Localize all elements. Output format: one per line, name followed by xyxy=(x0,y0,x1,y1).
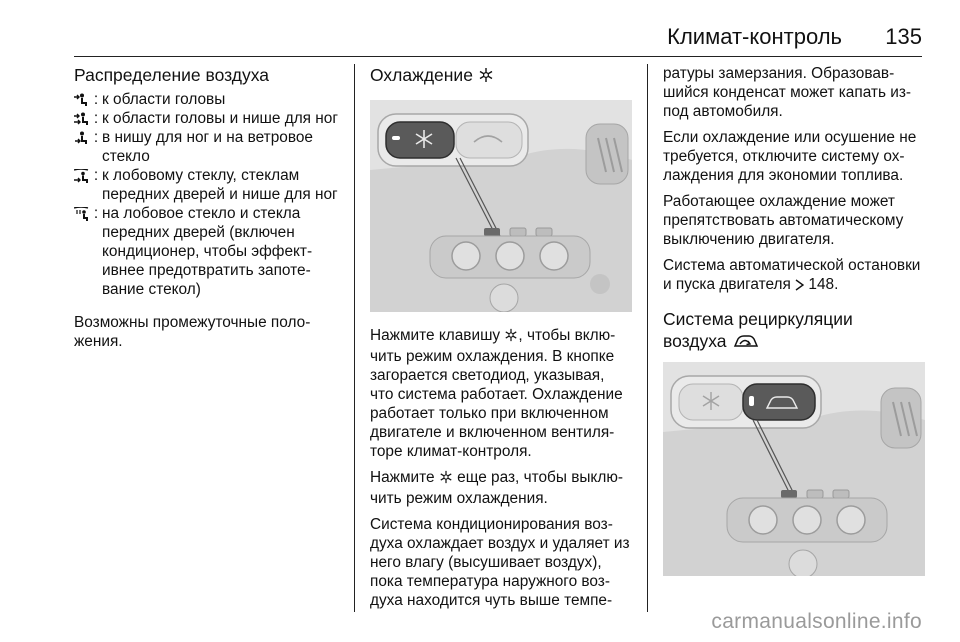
cooling-instruction-2-start: Нажмите xyxy=(370,469,439,486)
cooling-description: Система кондиционирования воздуха охлаждает воздух и удаляет из него влагу (высушивает воздух), пока температура наружного воздуха находится чуть выше темпе- xyxy=(370,516,630,609)
mode-item xyxy=(74,109,344,128)
column-recirculation xyxy=(663,64,925,576)
intermediate-positions-note: Возможны промежуточные положения. xyxy=(74,314,311,350)
mode-list xyxy=(74,90,344,299)
mode-item xyxy=(74,128,344,166)
cooling-instruction-1-start: Нажмите клавишу xyxy=(370,327,505,344)
recirculation-icon xyxy=(731,332,759,354)
page-number: 135 xyxy=(885,24,922,49)
air-distribution-heading: Распределение воздуха xyxy=(74,65,269,85)
airflow-feet-windscreen-icon xyxy=(74,128,90,147)
mode-text: к области головы и нише для ног xyxy=(102,110,338,127)
airflow-head-icon xyxy=(74,90,90,109)
cooling-instruction-2-end: еще раз, чтобы выключить режим охлаждения. xyxy=(370,469,624,507)
column-cooling xyxy=(370,64,632,617)
column-air-distribution xyxy=(74,64,344,358)
header-rule xyxy=(74,56,922,57)
mode-colon: : xyxy=(93,205,99,222)
autostop-paragraph: Работающее охлаждение может препятствовать автоматическому выключению двигателя. xyxy=(663,193,904,248)
cooling-heading xyxy=(370,64,632,88)
column-divider xyxy=(354,64,355,612)
column-divider xyxy=(647,64,648,612)
mode-text: к области головы xyxy=(102,91,226,108)
mode-item xyxy=(74,90,344,109)
recirculation-heading xyxy=(663,308,925,354)
mode-colon: : xyxy=(93,167,99,184)
mode-colon: : xyxy=(93,91,99,108)
cooling-heading-text: Охлаждение xyxy=(370,65,473,85)
mode-colon: : xyxy=(93,110,99,127)
page-reference-link[interactable]: 148 xyxy=(808,276,835,293)
chapter-title: Климат-контроль xyxy=(667,24,842,49)
cooling-instruction-1-end: , чтобы включить режим охлаждения. В кнопке загорается светодиод, указывая, что система работает. Охлаждение работает только при включенном двигателе и включенном вентиляторе климат-контроля. xyxy=(370,327,623,460)
autostop-reference-end: . xyxy=(834,276,839,293)
mode-colon: : xyxy=(93,129,99,146)
mode-item xyxy=(74,166,344,204)
climate-control-panel-image-recirculation xyxy=(663,362,925,576)
recirculation-heading-line2: воздуха xyxy=(663,331,727,351)
mode-text: к лобовому стеклу, стеклам передних дверей и нише для ног xyxy=(102,167,338,203)
autostop-reference-text: Система автоматической остановки и пуска двигателя xyxy=(663,257,921,293)
watermark: carmanualsonline.info xyxy=(711,610,922,633)
snowflake-icon xyxy=(478,66,494,88)
snowflake-icon xyxy=(439,470,453,489)
autostop-reference xyxy=(663,256,925,296)
mode-item xyxy=(74,204,344,299)
mode-text: в нишу для ног и на ветровое стекло xyxy=(102,129,313,165)
airflow-windscreen-feet-icon xyxy=(74,166,90,185)
recirculation-heading-line1: Система рециркуляции xyxy=(663,309,853,329)
cooling-instruction-2 xyxy=(370,468,632,508)
fuel-saving-paragraph: Если охлаждение или осушение не требуется, отключите систему охлаждения для экономии топлива. xyxy=(663,129,917,184)
page-reference-icon xyxy=(795,277,804,296)
condensate-paragraph: ратуры замерзания. Образовавшийся конденсат может капать из-под автомобиля. xyxy=(663,65,912,120)
airflow-defrost-icon xyxy=(74,204,90,223)
climate-control-panel-image-cooling xyxy=(370,100,632,312)
page-header xyxy=(0,0,960,60)
snowflake-icon xyxy=(504,328,518,347)
mode-text: на лобовое стекло и стекла передних дверей (включен кондиционер, чтобы эффективнее предотвратить запотевание стекол) xyxy=(102,205,313,298)
airflow-head-feet-icon xyxy=(74,109,90,128)
cooling-instruction-1 xyxy=(370,326,632,461)
